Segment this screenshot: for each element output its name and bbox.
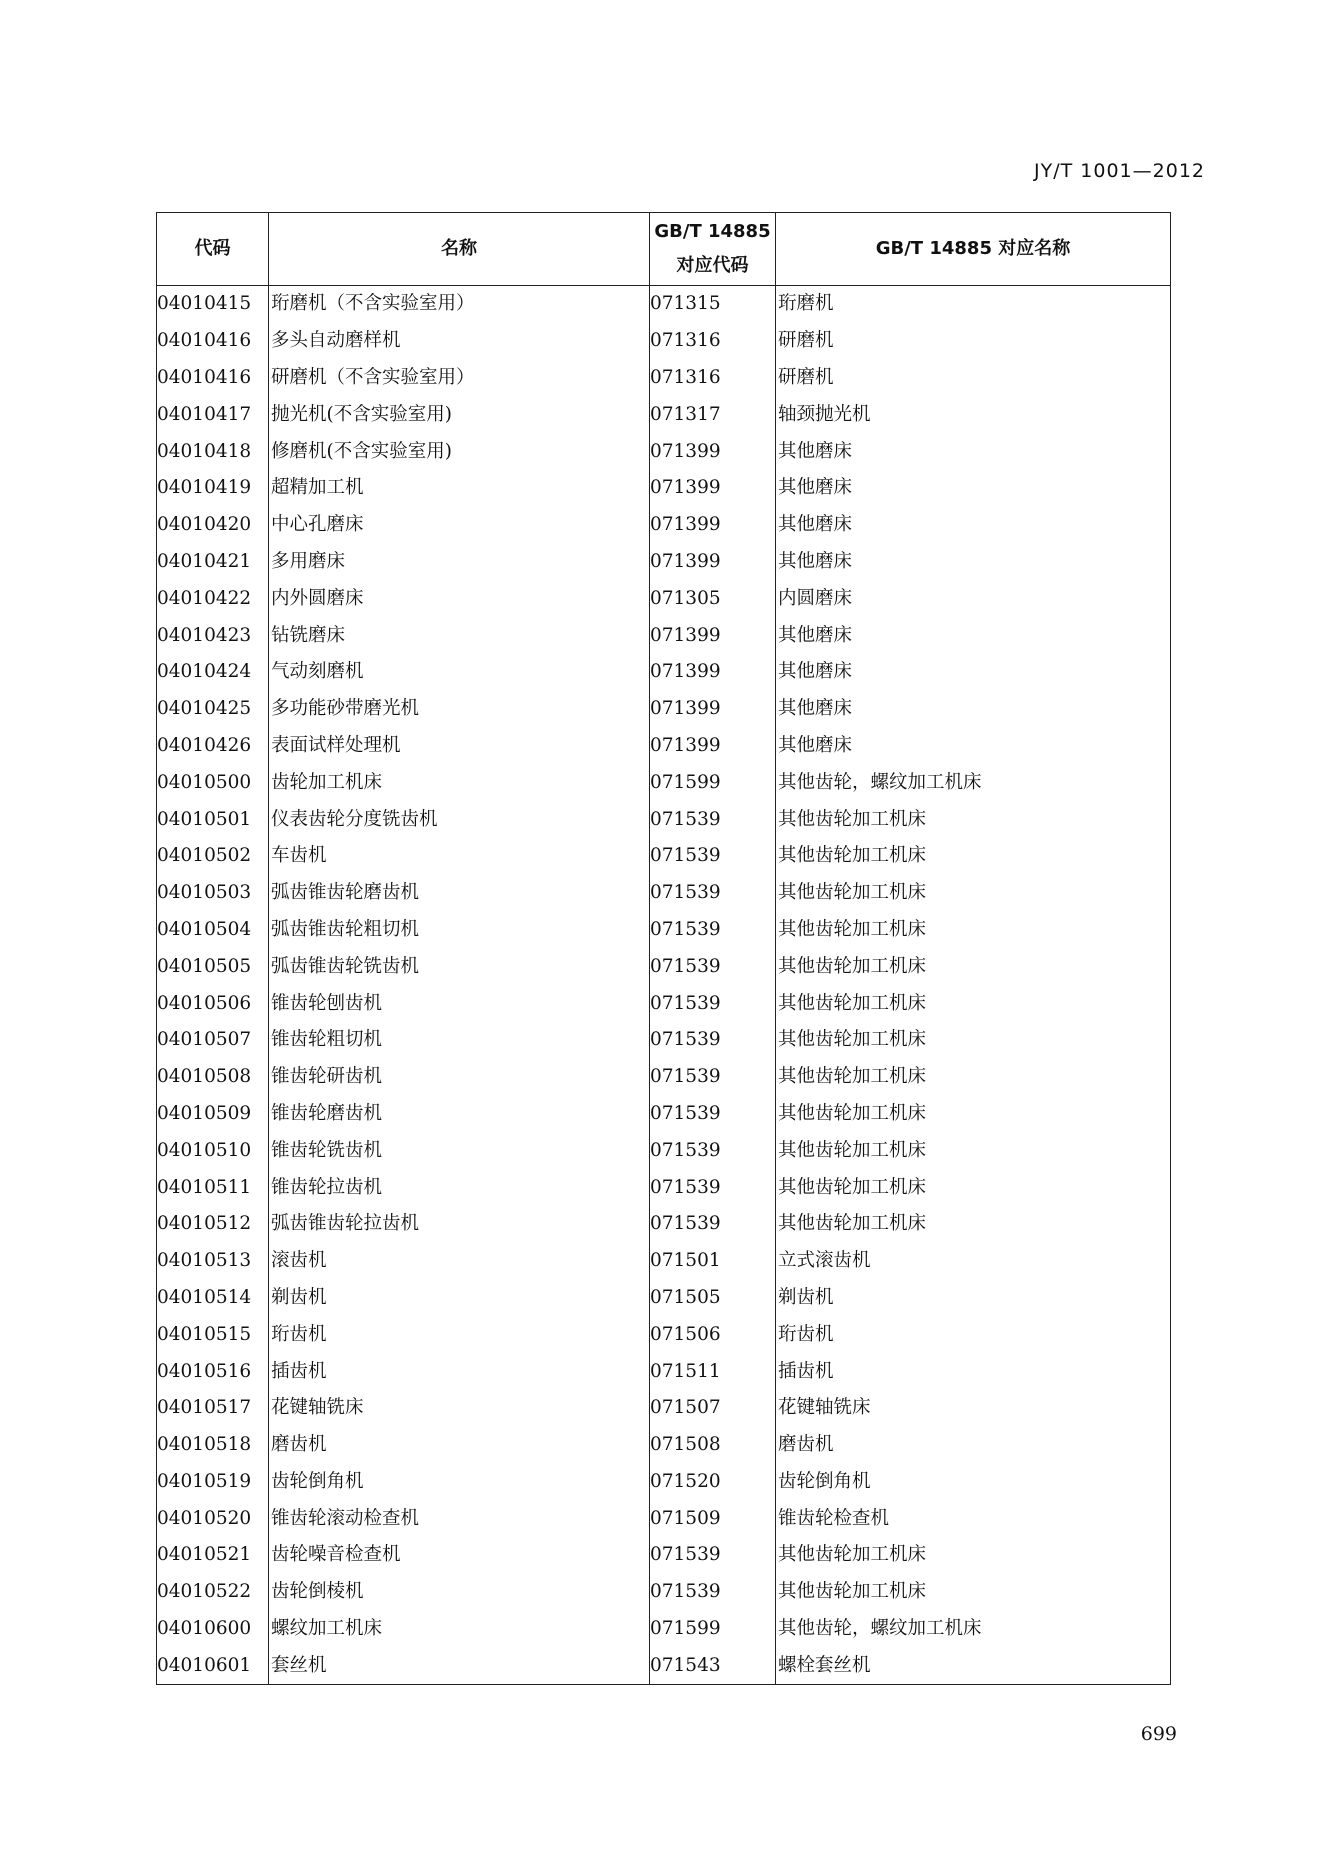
cell-name: 滚齿机: [269, 1243, 650, 1280]
table-row: [157, 1059, 1171, 1096]
cell-code: 04010522: [157, 1574, 269, 1611]
cell-gb-code: 071539: [650, 875, 776, 912]
cell-name: 多用磨床: [269, 544, 650, 581]
table-row: [157, 323, 1171, 360]
cell-code: 04010426: [157, 728, 269, 765]
column-header-gb-code: [650, 213, 776, 286]
column-header-code: [157, 213, 269, 286]
cell-name: 弧齿锥齿轮磨齿机: [269, 875, 650, 912]
cell-code: 04010511: [157, 1169, 269, 1206]
cell-code: 04010516: [157, 1353, 269, 1390]
cell-code: 04010419: [157, 470, 269, 507]
cell-code: 04010424: [157, 654, 269, 691]
cell-gb-name: 其他齿轮加工机床: [776, 912, 1171, 949]
table-row: [157, 396, 1171, 433]
column-header-code-label: 代码: [194, 238, 231, 259]
cell-gb-name: 其他齿轮加工机床: [776, 1059, 1171, 1096]
cell-name: 锥齿轮滚动检查机: [269, 1500, 650, 1537]
cell-code: 04010508: [157, 1059, 269, 1096]
cell-code: 04010505: [157, 948, 269, 985]
cell-name: 弧齿锥齿轮拉齿机: [269, 1206, 650, 1243]
cell-gb-name: 其他齿轮加工机床: [776, 1132, 1171, 1169]
cell-gb-name: 齿轮倒角机: [776, 1464, 1171, 1501]
cell-gb-name: 其他齿轮加工机床: [776, 1169, 1171, 1206]
cell-gb-code: 071539: [650, 1169, 776, 1206]
table-row: [157, 838, 1171, 875]
cell-gb-name: 珩磨机: [776, 286, 1171, 323]
cell-gb-name: 其他磨床: [776, 433, 1171, 470]
column-header-name: [269, 213, 650, 286]
cell-gb-name: 内圆磨床: [776, 580, 1171, 617]
table-row: [157, 1316, 1171, 1353]
cell-gb-code: 071399: [650, 507, 776, 544]
cell-name: 超精加工机: [269, 470, 650, 507]
cell-gb-code: 071399: [650, 691, 776, 728]
cell-code: 04010517: [157, 1390, 269, 1427]
cell-gb-name: 花键轴铣床: [776, 1390, 1171, 1427]
cell-code: 04010601: [157, 1647, 269, 1684]
cell-code: 04010510: [157, 1132, 269, 1169]
cell-name: 钻铣磨床: [269, 617, 650, 654]
table-row: [157, 1132, 1171, 1169]
column-header-gb-code-line1: GB/T 14885: [654, 221, 771, 242]
column-header-gb-code-line2: 对应代码: [676, 255, 749, 276]
cell-gb-name: 其他磨床: [776, 654, 1171, 691]
cell-gb-name: 其他齿轮加工机床: [776, 985, 1171, 1022]
table-row: [157, 875, 1171, 912]
cell-code: 04010425: [157, 691, 269, 728]
cell-name: 弧齿锥齿轮铣齿机: [269, 948, 650, 985]
cell-gb-name: 磨齿机: [776, 1427, 1171, 1464]
cell-name: 中心孔磨床: [269, 507, 650, 544]
cell-name: 套丝机: [269, 1647, 650, 1684]
table-row: [157, 1096, 1171, 1133]
cell-gb-name: 其他齿轮加工机床: [776, 1206, 1171, 1243]
cell-code: 04010502: [157, 838, 269, 875]
table-row: [157, 1611, 1171, 1648]
cell-gb-code: 071305: [650, 580, 776, 617]
table-row: [157, 470, 1171, 507]
cell-name: 表面试样处理机: [269, 728, 650, 765]
table-row: [157, 580, 1171, 617]
cell-gb-code: 071505: [650, 1280, 776, 1317]
cell-gb-code: 071316: [650, 323, 776, 360]
table-row: [157, 1280, 1171, 1317]
cell-name: 齿轮噪音检查机: [269, 1537, 650, 1574]
cell-gb-code: 071543: [650, 1647, 776, 1684]
table-row: [157, 1647, 1171, 1684]
table-row: [157, 912, 1171, 949]
table-row: [157, 1243, 1171, 1280]
cell-code: 04010507: [157, 1022, 269, 1059]
table-row: [157, 1500, 1171, 1537]
cell-gb-code: 071539: [650, 1132, 776, 1169]
cell-gb-name: 其他磨床: [776, 728, 1171, 765]
cell-gb-code: 071539: [650, 985, 776, 1022]
cell-gb-code: 071501: [650, 1243, 776, 1280]
cell-gb-name: 插齿机: [776, 1353, 1171, 1390]
table-row: [157, 507, 1171, 544]
table-row: [157, 728, 1171, 765]
cell-name: 锥齿轮刨齿机: [269, 985, 650, 1022]
cell-gb-code: 071539: [650, 801, 776, 838]
cell-gb-code: 071507: [650, 1390, 776, 1427]
cell-gb-name: 其他磨床: [776, 617, 1171, 654]
cell-code: 04010503: [157, 875, 269, 912]
cell-name: 仪表齿轮分度铣齿机: [269, 801, 650, 838]
table-row: [157, 691, 1171, 728]
cell-gb-code: 071399: [650, 470, 776, 507]
cell-gb-name: 其他齿轮加工机床: [776, 1022, 1171, 1059]
cell-gb-code: 071506: [650, 1316, 776, 1353]
cell-code: 04010421: [157, 544, 269, 581]
table-row: [157, 286, 1171, 323]
cell-code: 04010600: [157, 1611, 269, 1648]
cell-gb-code: 071539: [650, 1206, 776, 1243]
table-row: [157, 654, 1171, 691]
cell-gb-name: 其他磨床: [776, 507, 1171, 544]
cell-code: 04010418: [157, 433, 269, 470]
cell-gb-code: 071539: [650, 912, 776, 949]
cell-code: 04010415: [157, 286, 269, 323]
cell-code: 04010513: [157, 1243, 269, 1280]
table-row: [157, 985, 1171, 1022]
cell-gb-code: 071317: [650, 396, 776, 433]
cell-gb-name: 其他磨床: [776, 470, 1171, 507]
cell-code: 04010509: [157, 1096, 269, 1133]
cell-code: 04010515: [157, 1316, 269, 1353]
table-header: [157, 213, 1171, 286]
cell-gb-name: 其他齿轮加工机床: [776, 1537, 1171, 1574]
cell-name: 锥齿轮研齿机: [269, 1059, 650, 1096]
cell-code: 04010520: [157, 1500, 269, 1537]
cell-gb-code: 071511: [650, 1353, 776, 1390]
cell-gb-name: 立式滚齿机: [776, 1243, 1171, 1280]
cell-gb-code: 071599: [650, 1611, 776, 1648]
table-row: [157, 1206, 1171, 1243]
cell-code: 04010500: [157, 764, 269, 801]
cell-gb-name: 其他齿轮加工机床: [776, 948, 1171, 985]
cell-gb-code: 071399: [650, 728, 776, 765]
cell-name: 多功能砂带磨光机: [269, 691, 650, 728]
cell-name: 磨齿机: [269, 1427, 650, 1464]
cell-name: 车齿机: [269, 838, 650, 875]
cell-gb-name: 轴颈抛光机: [776, 396, 1171, 433]
cell-gb-code: 071399: [650, 544, 776, 581]
cell-code: 04010420: [157, 507, 269, 544]
cell-gb-code: 071399: [650, 433, 776, 470]
cell-gb-code: 071539: [650, 1574, 776, 1611]
table-row: [157, 1464, 1171, 1501]
table-row: [157, 801, 1171, 838]
table-row: [157, 1169, 1171, 1206]
table-row: [157, 1427, 1171, 1464]
cell-name: 弧齿锥齿轮粗切机: [269, 912, 650, 949]
cell-code: 04010417: [157, 396, 269, 433]
cell-gb-code: 071539: [650, 948, 776, 985]
cell-gb-name: 其他磨床: [776, 544, 1171, 581]
cell-gb-name: 其他齿轮加工机床: [776, 1574, 1171, 1611]
cell-name: 气动刻磨机: [269, 654, 650, 691]
cell-name: 花键轴铣床: [269, 1390, 650, 1427]
cell-code: 04010416: [157, 323, 269, 360]
table-row: [157, 544, 1171, 581]
cell-code: 04010504: [157, 912, 269, 949]
table-row: [157, 1353, 1171, 1390]
table-row: [157, 433, 1171, 470]
cell-name: 锥齿轮磨齿机: [269, 1096, 650, 1133]
page-number: 699: [1140, 1723, 1177, 1745]
table-row: [157, 360, 1171, 397]
cell-code: 04010416: [157, 360, 269, 397]
cell-gb-code: 071539: [650, 1059, 776, 1096]
cell-gb-name: 锥齿轮检查机: [776, 1500, 1171, 1537]
table-row: [157, 764, 1171, 801]
equipment-code-table: [156, 212, 1171, 1685]
column-header-name-label: 名称: [441, 238, 477, 259]
cell-name: 齿轮倒棱机: [269, 1574, 650, 1611]
cell-gb-code: 071539: [650, 838, 776, 875]
cell-name: 齿轮倒角机: [269, 1464, 650, 1501]
table-row: [157, 948, 1171, 985]
table-row: [157, 1537, 1171, 1574]
cell-gb-code: 071539: [650, 1537, 776, 1574]
cell-name: 抛光机(不含实验室用): [269, 396, 650, 433]
cell-code: 04010519: [157, 1464, 269, 1501]
cell-name: 齿轮加工机床: [269, 764, 650, 801]
cell-gb-name: 其他齿轮加工机床: [776, 1096, 1171, 1133]
cell-gb-name: 研磨机: [776, 323, 1171, 360]
cell-gb-name: 其他齿轮，螺纹加工机床: [776, 764, 1171, 801]
cell-name: 研磨机（不含实验室用）: [269, 360, 650, 397]
cell-code: 04010521: [157, 1537, 269, 1574]
cell-gb-name: 研磨机: [776, 360, 1171, 397]
cell-gb-code: 071508: [650, 1427, 776, 1464]
cell-code: 04010423: [157, 617, 269, 654]
cell-code: 04010422: [157, 580, 269, 617]
cell-name: 锥齿轮拉齿机: [269, 1169, 650, 1206]
cell-gb-name: 其他齿轮加工机床: [776, 838, 1171, 875]
cell-code: 04010518: [157, 1427, 269, 1464]
cell-gb-code: 071509: [650, 1500, 776, 1537]
cell-gb-code: 071539: [650, 1096, 776, 1133]
column-header-gb-name-label: GB/T 14885 对应名称: [875, 238, 1071, 259]
table-body: [157, 286, 1171, 1685]
cell-gb-name: 其他齿轮，螺纹加工机床: [776, 1611, 1171, 1648]
cell-gb-code: 071399: [650, 617, 776, 654]
cell-name: 螺纹加工机床: [269, 1611, 650, 1648]
cell-name: 内外圆磨床: [269, 580, 650, 617]
cell-code: 04010514: [157, 1280, 269, 1317]
cell-gb-name: 珩齿机: [776, 1316, 1171, 1353]
cell-gb-name: 螺栓套丝机: [776, 1647, 1171, 1684]
cell-name: 锥齿轮粗切机: [269, 1022, 650, 1059]
cell-gb-code: 071599: [650, 764, 776, 801]
cell-gb-code: 071316: [650, 360, 776, 397]
cell-name: 插齿机: [269, 1353, 650, 1390]
cell-code: 04010506: [157, 985, 269, 1022]
table-row: [157, 1022, 1171, 1059]
cell-name: 修磨机(不含实验室用): [269, 433, 650, 470]
cell-name: 多头自动磨样机: [269, 323, 650, 360]
cell-gb-name: 其他磨床: [776, 691, 1171, 728]
table-row: [157, 617, 1171, 654]
cell-gb-code: 071539: [650, 1022, 776, 1059]
cell-name: 珩磨机（不含实验室用）: [269, 286, 650, 323]
cell-name: 锥齿轮铣齿机: [269, 1132, 650, 1169]
column-header-gb-name: [776, 213, 1171, 286]
cell-gb-name: 剃齿机: [776, 1280, 1171, 1317]
table-row: [157, 1390, 1171, 1427]
cell-gb-code: 071399: [650, 654, 776, 691]
cell-gb-name: 其他齿轮加工机床: [776, 875, 1171, 912]
cell-name: 珩齿机: [269, 1316, 650, 1353]
cell-gb-code: 071520: [650, 1464, 776, 1501]
cell-gb-code: 071315: [650, 286, 776, 323]
cell-gb-name: 其他齿轮加工机床: [776, 801, 1171, 838]
cell-name: 剃齿机: [269, 1280, 650, 1317]
cell-code: 04010501: [157, 801, 269, 838]
standard-code: JY/T 1001—2012: [1034, 160, 1205, 182]
table-row: [157, 1574, 1171, 1611]
cell-code: 04010512: [157, 1206, 269, 1243]
